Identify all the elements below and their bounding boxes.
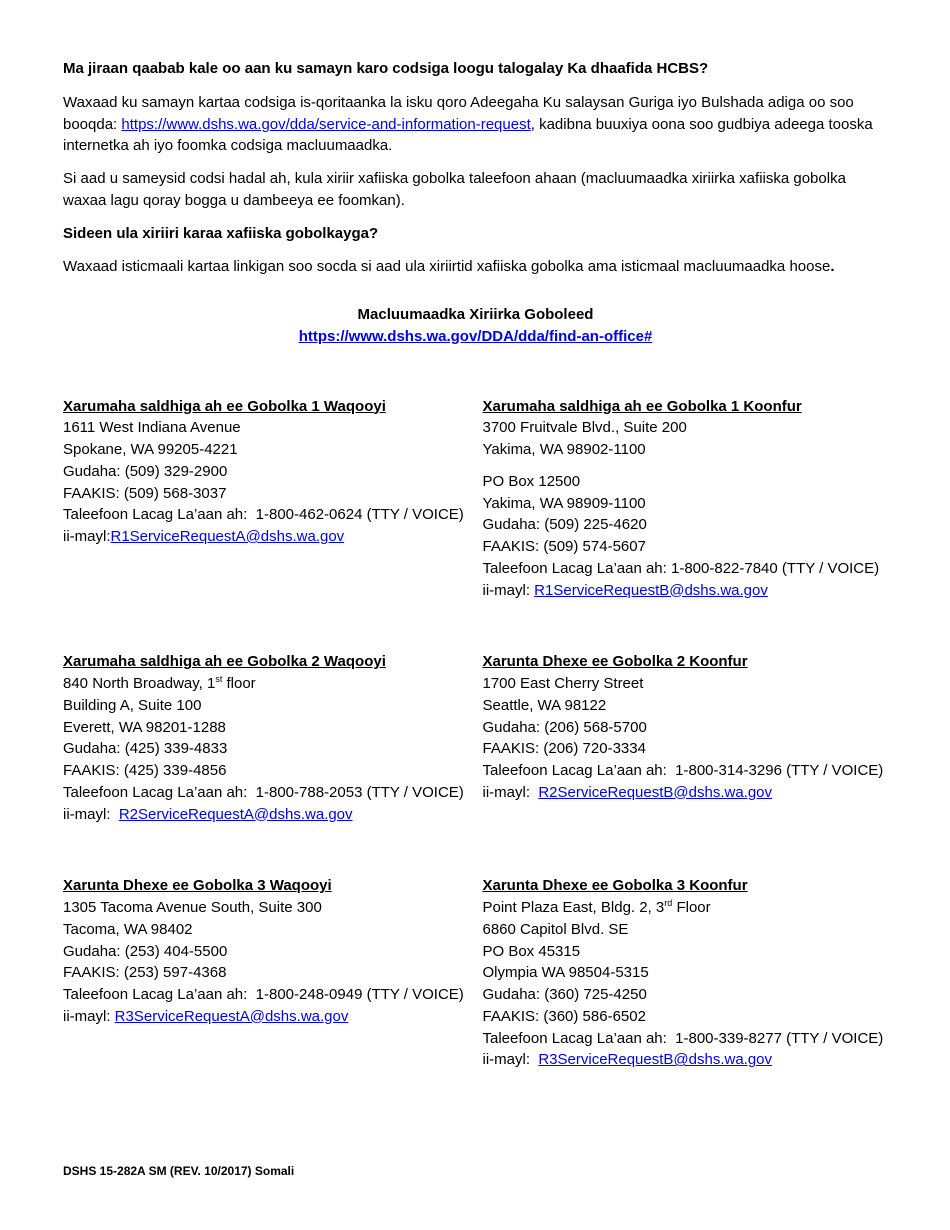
text-run: Seattle, WA 98122 [482,696,607,714]
office-line [63,504,469,526]
office-line [483,738,889,760]
office-line [483,580,889,602]
office-line [63,782,469,804]
office-line [63,461,469,483]
office-line [483,439,889,461]
text-run: FAAKIS: (509) 568-3037 [63,484,227,502]
office-line [63,897,469,919]
office-block [63,651,469,825]
office-address-group [483,897,889,1071]
office-line [483,514,889,536]
bold-text: . [830,258,835,276]
text-run: FAAKIS: (206) 720-3334 [482,740,646,758]
text-run: Taleefoon Lacag La’aan ah: 1-800-248-0949 (TTY / VOICE) [63,986,464,1003]
office-address-group [63,417,469,548]
office-line [483,558,889,580]
office-line [483,1049,889,1071]
office-line [483,695,889,717]
office-line [63,417,469,439]
office-line [483,941,889,963]
office-title: Xarunta Dhexe ee Gobolka 3 Waqooyi [63,877,332,895]
text-run: ii-mayl: [63,528,111,545]
office-line [63,984,469,1006]
text-run: Gudaha: (253) 404-5500 [63,942,228,960]
footer-form-number: DSHS 15-282A SM (REV. 10/2017) Somali [63,1163,295,1178]
text-run: Gudaha: (425) 339-4833 [63,740,228,758]
office-address-group [483,673,889,804]
office-title: Xarunta Dhexe ee Gobolka 3 Koonfur [482,877,748,895]
text-run: FAAKIS: (360) 586-6502 [482,1007,646,1025]
office-line [483,782,889,804]
office-line [63,1006,469,1028]
regional-contact-block [63,304,888,348]
text-run: Taleefoon Lacag La’aan ah: 1-800-339-8277 (TTY / VOICE) [482,1029,884,1047]
service-request-link[interactable]: https://www.dshs.wa.gov/dda/service-and-information-request [121,115,531,133]
text-run: 1305 Tacoma Avenue South, Suite 300 [63,899,322,916]
email-link[interactable]: R2ServiceRequestB@dshs.wa.gov [538,783,773,801]
text-run: ii-mayl: [482,1051,539,1069]
text-run: Tacoma, WA 98402 [63,920,193,938]
office-line [63,695,469,717]
regional-contact-heading: Macluumaadka Xiriirka Goboleed [357,306,594,323]
paragraph-online-request [63,92,888,157]
office-line [483,717,889,739]
text-run: Gudaha: (509) 225-4620 [482,516,647,534]
text-run: 1611 West Indiana Avenue [63,419,241,437]
text-run: ii-mayl: [482,783,539,801]
office-line [483,897,889,919]
text-run: 840 North Broadway, 1 [63,675,216,692]
text-run: Everett, WA 98201-1288 [63,718,226,736]
office-line [483,1006,889,1028]
text-run: Olympia WA 98504-5315 [482,964,649,982]
office-line [63,717,469,739]
office-line [483,919,889,941]
text-run: FAAKIS: (425) 339-4856 [63,762,227,779]
office-line [63,439,469,461]
office-line [63,919,469,941]
paragraph-verbal-request: Si aad u sameysid codsi hadal ah, kula xiriir xafiiska gobolka taleefoon ahaan (macluumaadka xiriirka xafiiska gobolka waxaa lagu qoray bogga u dambeeya ee foomkan). [63,170,851,209]
office-line [483,417,889,439]
office-line [483,471,889,493]
office-address-group [483,417,889,461]
text-run: Building A, Suite 100 [63,696,202,714]
ordinal-superscript: st [215,674,223,684]
text-run: Taleefoon Lacag La’aan ah: 1-800-314-3296 (TTY / VOICE) [482,762,884,779]
office-line [483,493,889,515]
text-run: ii-mayl: [63,805,119,823]
text-run: 3700 Fruitvale Blvd., Suite 200 [482,419,687,437]
paragraph-use-link [63,256,888,278]
office-address-group [63,897,469,1028]
text-run: Point Plaza East, Bldg. 2, 3 [482,899,665,916]
text-run: Gudaha: (360) 725-4250 [482,986,647,1003]
office-line [63,962,469,984]
office-line [63,526,469,548]
email-link[interactable]: R3ServiceRequestB@dshs.wa.gov [538,1051,773,1069]
text-run: Gudaha: (509) 329-2900 [63,462,228,480]
find-an-office-link[interactable]: https://www.dshs.wa.gov/DDA/dda/find-an-office# [298,327,653,345]
office-block [483,875,889,1071]
office-title: Xarunta Dhexe ee Gobolka 2 Koonfur [482,653,748,671]
office-line [63,673,469,695]
office-line [63,760,469,782]
text-run: floor [222,675,256,692]
question-heading-hcbs: Ma jiraan qaabab kale oo aan ku samayn karo codsiga loogu talogalay Ka dhaafida HCBS? [63,60,709,77]
text-run: Floor [672,899,711,916]
office-title: Xarumaha saldhiga ah ee Gobolka 2 Waqooyi [63,653,386,671]
office-line [483,673,889,695]
text-run: 6860 Capitol Blvd. SE [482,920,629,938]
text-run: Yakima, WA 98902-1100 [482,441,646,458]
question-heading-contact-office: Sideen ula xiriiri karaa xafiiska gobolkayga? [63,224,379,242]
text-run: , kadibna buuxiya oona soo gudbiya adeega tooska internetka ah iyo foomka codsiga macluumaadka. [63,115,877,155]
office-address-group [483,471,889,602]
office-line [483,760,889,782]
text-run: Taleefoon Lacag La’aan ah: 1-800-462-0624 (TTY / VOICE) [63,506,464,524]
text-run: Taleefoon Lacag La’aan ah: 1-800-788-2053 (TTY / VOICE) [63,783,464,801]
office-line [63,804,469,826]
office-line [483,536,889,558]
office-block [63,396,469,602]
text-run: Taleefoon Lacag La’aan ah: 1-800-822-7840 (TTY / VOICE) [482,559,880,577]
text-run: ii-mayl: [482,581,535,599]
office-title: Xarumaha saldhiga ah ee Gobolka 1 Waqooyi [63,397,386,415]
text-run: FAAKIS: (509) 574-5607 [482,538,646,555]
text-run: Waxaad ku samayn kartaa codsiga is-qoritaanka la isku qoro Adeegaha Ku salaysan Guriga iyo Bulshada adiga oo soo booqda: [63,93,858,133]
text-run: PO Box 45315 [482,942,581,960]
text-run: Waxaad isticmaali kartaa linkigan soo socda si aad ula xiriirtid xafiiska gobolka ama isticmaal macluumaadka hoose [63,258,831,276]
text-run: 1700 East Cherry Street [482,675,644,692]
office-line [63,483,469,505]
office-block [483,396,889,602]
office-block [63,875,469,1071]
office-line [483,1028,889,1050]
text-run: ii-mayl: [63,1007,115,1025]
office-line [63,738,469,760]
text-run: Yakima, WA 98909-1100 [482,494,646,512]
text-run: Gudaha: (206) 568-5700 [482,718,647,736]
office-block [483,651,889,825]
email-link[interactable]: R1ServiceRequestB@dshs.wa.gov [534,581,768,599]
office-line [63,941,469,963]
email-link[interactable]: R3ServiceRequestA@dshs.wa.gov [114,1007,349,1025]
ordinal-superscript: rd [664,898,673,908]
text-run: PO Box 12500 [482,472,581,490]
office-grid [63,396,888,1072]
office-line [483,962,889,984]
office-address-group [63,673,469,825]
email-link[interactable]: R2ServiceRequestA@dshs.wa.gov [118,805,353,823]
email-link[interactable]: R1ServiceRequestA@dshs.wa.gov [110,528,345,545]
text-run: Spokane, WA 99205-4221 [63,441,238,458]
text-run: FAAKIS: (253) 597-4368 [63,964,227,982]
office-line [483,984,889,1006]
office-title: Xarumaha saldhiga ah ee Gobolka 1 Koonfur [482,397,802,415]
